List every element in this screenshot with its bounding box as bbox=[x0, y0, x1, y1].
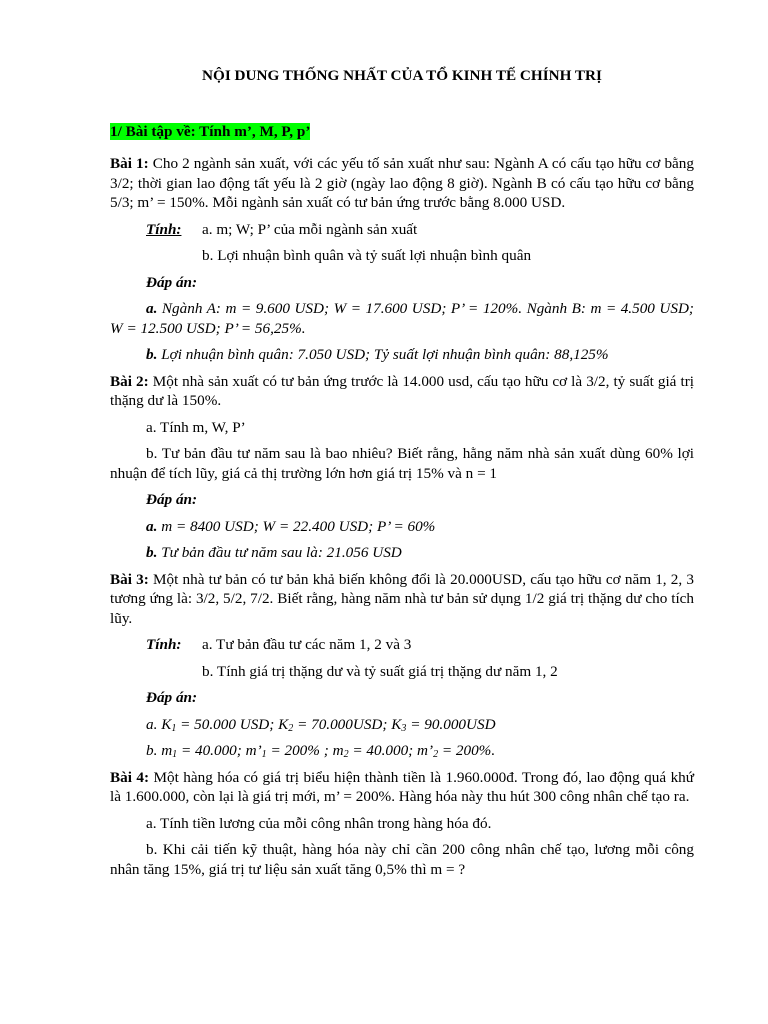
exercise-1-question-a bbox=[146, 220, 694, 240]
mp2-value: = 200%. bbox=[438, 742, 496, 759]
exercise-3-question-b: b. Tính giá trị thặng dư và tỷ suất giá trị thặng dư năm 1, 2 bbox=[202, 662, 558, 680]
answer-b-label: b. bbox=[146, 742, 162, 759]
exercise-4 bbox=[110, 768, 694, 807]
exercise-1-text: Cho 2 ngành sản xuất, với các yếu tố sản xuất như sau: Ngành A có cấu tạo hữu cơ bằng 3/2; thời gian lao động tất yếu là 2 giờ (ngày lao động 8 giờ). Ngành B có cấu tạo hữu cơ bằng 5/3; m’ = 150%. Mỗi ngành sản xuất có tư bản ứng trước bằng 8.000 USD. bbox=[110, 155, 694, 211]
exercise-1-label: Bài 1: bbox=[110, 155, 149, 172]
tinh-label: Tính: bbox=[146, 220, 182, 238]
k1-value: = 50.000 USD; bbox=[176, 715, 279, 733]
tinh-label: Tính: bbox=[146, 636, 182, 653]
exercise-4-text: Một hàng hóa có giá trị biểu hiện thành tiền là 1.960.000đ. Trong đó, lao động quá khứ là 1.600.000, còn lại là giá trị mới, m’ = 200%. Hàng hóa này thu hút 300 công nhân chế tạo ra. bbox=[110, 768, 694, 805]
m1-value: = 40.000; bbox=[177, 742, 246, 759]
m2-subscript: 2 bbox=[343, 749, 349, 760]
m-symbol: m bbox=[161, 742, 173, 759]
answer-heading: Đáp án: bbox=[146, 689, 198, 706]
exercise-2-answer-a bbox=[110, 517, 694, 537]
exercise-1-answer-a bbox=[110, 299, 694, 338]
question-a-text: a. m; W; P’ của mỗi ngành sản xuất bbox=[202, 220, 418, 238]
exercise-3-answer-a bbox=[110, 715, 694, 735]
m1-subscript: 1 bbox=[172, 749, 178, 760]
exercise-2-label: Bài 2: bbox=[110, 372, 149, 390]
answer-a-text: m = 8400 USD; W = 22.400 USD; P’ = 60% bbox=[157, 517, 436, 535]
exercise-2-text: Một nhà sản xuất có tư bản ứng trước là 14.000 usd, cấu tạo hữu cơ là 3/2, tỷ suất giá trị thặng dư là 150%. bbox=[110, 372, 694, 409]
m-prime-symbol: m’ bbox=[245, 742, 262, 759]
exercise-2-question-b: b. Tư bản đầu tư năm sau là bao nhiêu? Biết rằng, hằng năm nhà sản xuất dùng 60% lợi nhuận để tích lũy, giá cả thị trường lớn hơn giá trị 15% và n = 1 bbox=[110, 445, 694, 482]
exercise-3 bbox=[110, 570, 694, 629]
k-symbol: K bbox=[161, 715, 172, 733]
answer-a-label: a. bbox=[146, 715, 162, 733]
k-symbol: K bbox=[391, 715, 402, 733]
answer-b-label: b. bbox=[146, 544, 158, 561]
k3-value: = 90.000USD bbox=[406, 715, 496, 733]
exercise-2-question-a: a. Tính m, W, P’ bbox=[146, 418, 246, 436]
exercise-3-question-a bbox=[146, 635, 694, 655]
answer-b-text: Tư bản đầu tư năm sau là: 21.056 USD bbox=[157, 544, 402, 561]
section-heading bbox=[110, 122, 694, 142]
question-a-text: a. Tư bản đầu tư các năm 1, 2 và 3 bbox=[202, 636, 412, 653]
answer-b-label: b. bbox=[146, 346, 158, 363]
exercise-4-question-b: b. Khi cải tiến kỹ thuật, hàng hóa này chỉ cần 200 công nhân chế tạo, lương mỗi công nhân tăng 15%, giá trị tư liệu sản xuất tăng 0,5% thì m = ? bbox=[110, 841, 694, 878]
section-heading-text: 1/ Bài tập về: Tính m’, M, P, p’ bbox=[110, 122, 311, 140]
exercise-3-text: Một nhà tư bản có tư bản khả biến không đổi là 20.000USD, cấu tạo hữu cơ năm 1, 2, 3 tương ứng là: 3/2, 5/2, 7/2. Biết rằng, hàng năm nhà tư bản sử dụng 1/2 giá trị thặng dư cho tích lũy. bbox=[110, 570, 694, 627]
exercise-1-question-b: b. Lợi nhuận bình quân và tỷ suất lợi nhuận bình quân bbox=[202, 247, 532, 264]
k3-subscript: 3 bbox=[401, 722, 407, 734]
exercise-4-label: Bài 4: bbox=[110, 768, 150, 786]
document-content bbox=[110, 66, 694, 886]
m-symbol: m bbox=[332, 742, 344, 759]
answer-b-text: Lợi nhuận bình quân: 7.050 USD; Tỷ suất lợi nhuận bình quân: 88,125% bbox=[157, 346, 609, 363]
answer-a-text: Ngành A: m = 9.600 USD; W = 17.600 USD; P’ = 120%. Ngành B: m = 4.500 USD; W = 12.500 USD; P’ = 56,25%. bbox=[110, 300, 694, 337]
exercise-1-answer-b bbox=[110, 345, 694, 365]
page-title: NỘI DUNG THỐNG NHẤT CỦA TỔ KINH TẾ CHÍNH TRỊ bbox=[202, 67, 602, 84]
k2-value: = 70.000USD; bbox=[293, 715, 392, 733]
mp1-value: = 200% ; bbox=[266, 742, 333, 759]
mp2-subscript: 2 bbox=[433, 749, 439, 760]
k2-subscript: 2 bbox=[288, 722, 294, 734]
mp1-subscript: 1 bbox=[261, 749, 267, 760]
exercise-4-question-a: a. Tính tiền lương của mỗi công nhân trong hàng hóa đó. bbox=[146, 814, 492, 832]
k1-subscript: 1 bbox=[171, 722, 177, 734]
exercise-3-label: Bài 3: bbox=[110, 570, 149, 588]
exercise-3-answer-b bbox=[110, 741, 694, 761]
exercise-2-answer-b bbox=[110, 543, 694, 563]
answer-heading: Đáp án: bbox=[146, 491, 198, 508]
answer-a-label: a. bbox=[146, 300, 158, 317]
answer-a-label: a. bbox=[146, 517, 158, 535]
m-prime-symbol: m’ bbox=[417, 742, 434, 759]
k-symbol: K bbox=[278, 715, 289, 733]
m2-value: = 40.000; bbox=[348, 742, 418, 759]
exercise-2 bbox=[110, 372, 694, 411]
answer-heading: Đáp án: bbox=[146, 273, 198, 291]
exercise-1 bbox=[110, 154, 694, 213]
